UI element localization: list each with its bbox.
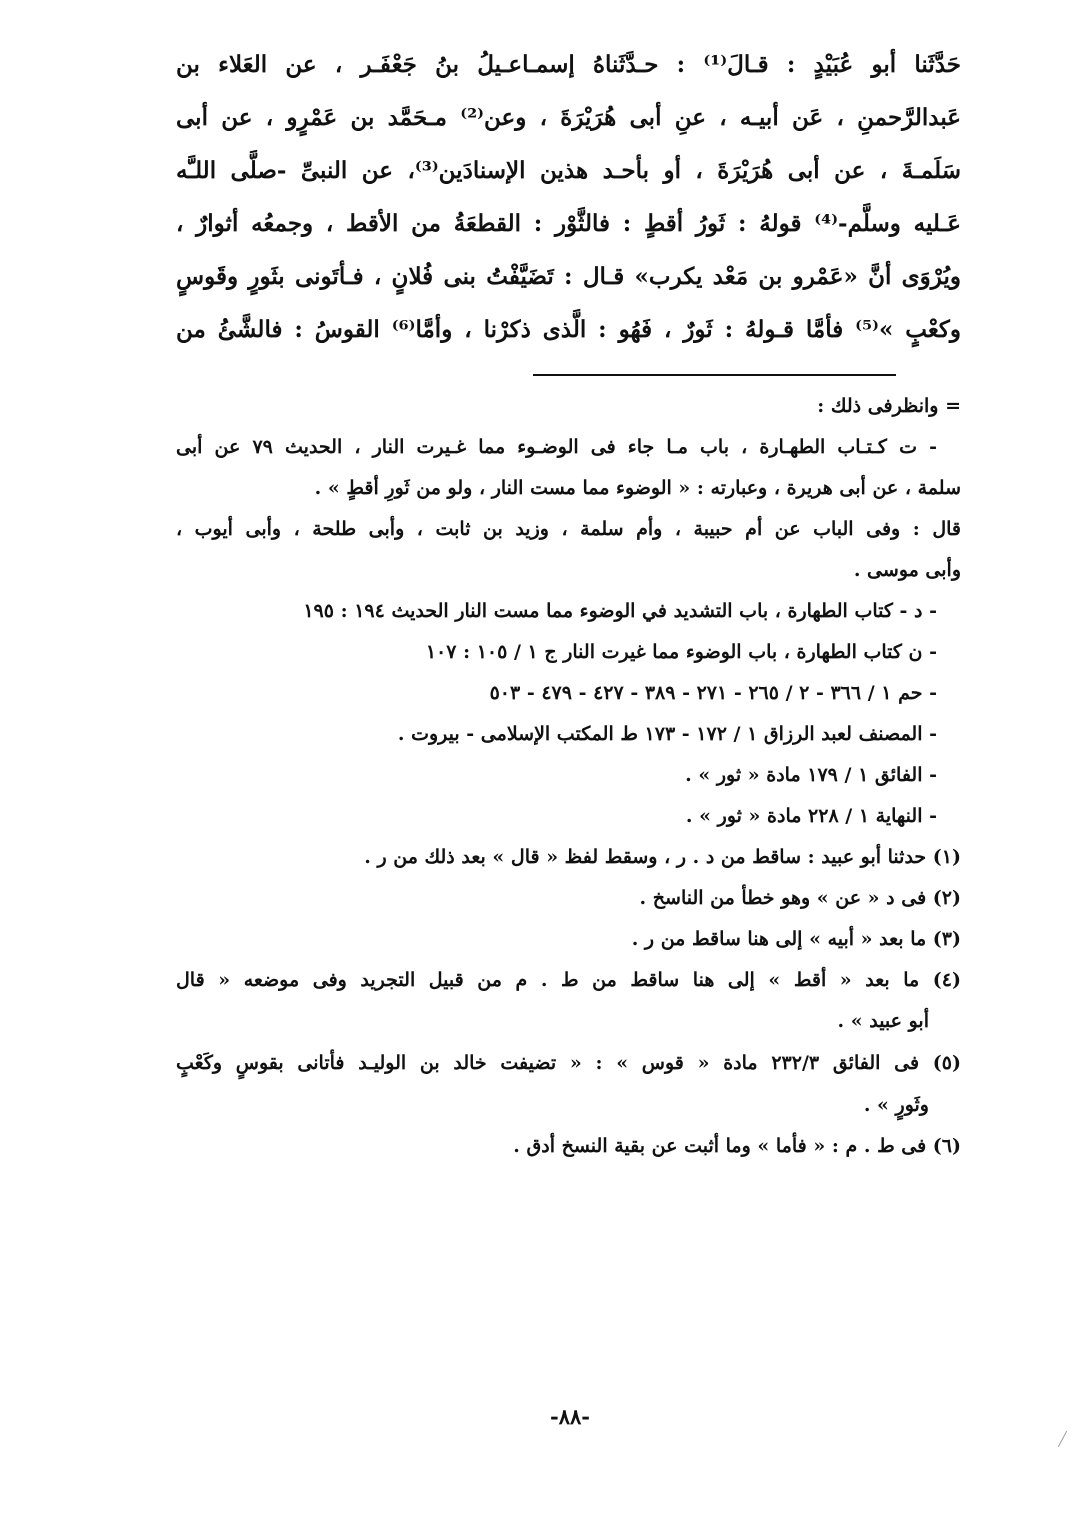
main-text-block [176,38,961,356]
footnote-reference-line: سلمة ، عن أبى هريرة ، وعبارته : « الوضوء مما مست النار ، ولو من ثَورِ أقطٍ » . [314,477,961,499]
footnote-5-continuation: وثَورٍ » . [863,1094,929,1116]
footnote-1: (١) حدثنا أبو عبيد : ساقط من د . ر ، وسقط لفظ « قال » بعد ذلك من ر . [364,846,961,868]
footnote-2: (٢) فى د « عن » وهو خطأ من الناسخ . [639,887,961,909]
scan-artifact-mark [1058,1431,1067,1447]
footnote-reference-line: - الفائق ١ / ١٧٩ مادة « ثور » . [685,764,937,786]
page-number: -٨٨- [550,1404,590,1429]
footnote-5: (٥) فى الفائق ٢٣٢/٣ مادة « قوس » : « تضيفت خالد بن الوليـد فأتانى بقوسٍ وكَعْبٍ [176,1052,961,1074]
main-text-line: وكعْبٍ »⁽⁵⁾ فأمَّا قـولهُ : ثَورٌ ، فَهُو : الَّذى ذكرْنا ، وأمَّا⁽⁶⁾ القوسُ : فالشَّئُ من [176,316,961,343]
footnote-reference-line: - المصنف لعبد الرزاق ١ / ١٧٢ - ١٧٣ ط المكتب الإسلامى - بيروت . [397,723,937,745]
main-text-line: عَـليه وسلَّم-⁽⁴⁾ قولهُ : ثَورُ أقطٍ : فالثَّوْر : القطعَةُ من الأقط ، وجمعُه أثوارٌ ، [176,210,961,237]
footnote-reference-line: - د - كتاب الطهارة ، باب التشديد في الوضوء مما مست النار الحديث ١٩٤ : ١٩٥ [303,600,937,622]
footnote-reference-line: - ت كـتـاب الطهـارة ، باب مـا جاء فى الوضـوء مما غـيرت النار ، الحديث ٧٩ عن أبى [176,436,937,458]
footnote-reference-line: - حم ١ / ٣٦٦ - ٢ / ٢٦٥ - ٢٧١ - ٣٨٩ - ٤٢٧ - ٤٧٩ - ٥٠٣ [489,682,937,704]
footnote-6: (٦) فى ط . م : « فأما » وما أثبت عن بقية النسخ أدق . [513,1135,961,1157]
footnote-reference-line: قال : وفى الباب عن أم حبيبة ، وأم سلمة ، وزيد بن ثابت ، وأبى طلحة ، وأبى أيوب ، [176,518,961,540]
footnotes-block [176,386,961,1167]
footnote-continuation-heading: = وانظرفى ذلك : [817,395,961,417]
footnote-separator-rule [533,374,896,376]
main-text-line: سَلَمـةَ ، عن أبى هُرَيْرَةَ ، أو بأحـد هذين الإسنادَين⁽³⁾، عن النبىِّ -صلَّى اللـَّه [176,157,961,184]
main-text-line: ويُرْوَى أنَّ «عَمْرو بن مَعْد يكرب» قـال : تَضَيَّفْتُ بنى فُلانٍ ، فـأتَونى بثَورٍ وقَوسٍ [176,263,961,290]
footnote-reference-line: وأبى موسى . [853,559,961,581]
footnote-4-continuation: أبو عبيد » . [837,1010,929,1032]
footnote-reference-line: - النهاية ١ / ٢٢٨ مادة « ثور » . [685,805,937,827]
main-text-line: عَبدالرَّحمنِ ، عَن أبيـه ، عنِ أبى هُرَيْرَةَ ، وعن⁽²⁾ مـحَمَّد بن عَمْرٍو ، عن أبى [176,104,961,131]
footnote-3: (٣) ما بعد « أبيه » إلى هنا ساقط من ر . [631,928,961,950]
footnote-4: (٤) ما بعد « أقط » إلى هنا ساقط من ط . م من قبيل التجريد وفى موضعه « قال [176,969,961,991]
footnote-reference-line: - ن كتاب الطهارة ، باب الوضوء مما غيرت النار ج ١ / ١٠٥ : ١٠٧ [425,641,937,663]
main-text-line: حَدَّثَنا أبو عُبَيْدٍ : قـالَ⁽¹⁾ : حـدَّثَناهُ إسمـاعـيلُ بنُ جَعْفَـر ، عن العَلاء بن [176,51,961,78]
